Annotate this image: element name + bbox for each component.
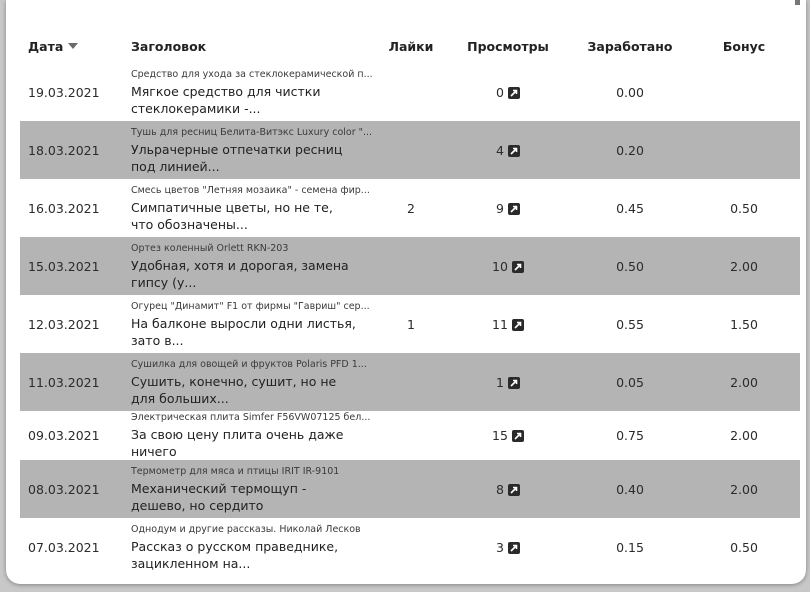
table-row[interactable] (20, 121, 800, 179)
external-link-icon[interactable] (508, 87, 520, 99)
row-earned: 0.75 (616, 428, 644, 443)
review-title[interactable]: Сушить, конечно, сушит, но не для больших... (131, 373, 337, 406)
row-likes: 2 (407, 200, 415, 216)
row-likes (378, 411, 444, 460)
table-row[interactable] (20, 179, 800, 237)
reviews-panel (6, 0, 806, 584)
external-link-icon[interactable] (508, 484, 520, 496)
table-row[interactable] (20, 63, 800, 121)
row-views (444, 353, 572, 411)
table-row[interactable] (20, 518, 800, 576)
external-link-icon[interactable] (508, 145, 520, 157)
row-views (444, 237, 572, 295)
table-header-row (20, 30, 800, 63)
review-title[interactable]: На балконе выросли одни листья, зато в... (131, 315, 356, 348)
external-link-icon[interactable] (508, 542, 520, 554)
column-header-earned[interactable]: Заработано (587, 39, 673, 54)
row-likes (378, 353, 444, 411)
review-product-name[interactable]: Ортез коленный Orlett RKN-203 (131, 242, 289, 254)
row-views (444, 63, 572, 121)
row-views (444, 411, 572, 460)
row-bonus: 2.00 (688, 237, 800, 295)
table-row[interactable] (20, 411, 800, 460)
column-header-date[interactable]: Дата (20, 30, 123, 63)
row-date: 09.03.2021 (28, 428, 100, 443)
views-count: 8 (496, 481, 504, 497)
row-likes (378, 518, 444, 576)
column-header-views[interactable]: Просмотры (467, 39, 549, 54)
views-count: 15 (492, 428, 508, 443)
row-title-cell[interactable] (123, 460, 378, 518)
row-title-cell[interactable] (123, 518, 378, 576)
row-bonus: 2.00 (730, 428, 758, 443)
external-link-icon[interactable] (512, 261, 524, 273)
review-title[interactable]: Удобная, хотя и дорогая, замена гипсу (у... (131, 257, 349, 290)
table-row[interactable] (20, 295, 800, 353)
row-likes (378, 121, 444, 179)
row-likes (378, 237, 444, 295)
row-date: 11.03.2021 (20, 353, 123, 411)
review-product-name[interactable]: Огурец "Динамит" F1 от фирмы "Гавриш" сер... (131, 300, 370, 312)
review-title[interactable]: Мягкое средство для чистки стеклокерамики -... (131, 83, 321, 116)
review-title[interactable]: Рассказ о русском праведнике, зацикленном на... (131, 538, 339, 571)
row-earned: 0.55 (616, 316, 644, 332)
row-date: 16.03.2021 (28, 200, 100, 216)
views-count: 11 (492, 316, 508, 332)
table-row[interactable] (20, 353, 800, 411)
row-date: 07.03.2021 (28, 539, 100, 555)
row-title-cell[interactable] (123, 295, 378, 353)
views-count: 10 (492, 258, 508, 274)
row-likes: 1 (407, 316, 415, 332)
review-product-name[interactable]: Электрическая плита Simfer F56VW07125 бел... (131, 412, 371, 423)
row-bonus: 0.50 (730, 200, 758, 216)
external-link-icon[interactable] (512, 430, 524, 442)
row-title-cell[interactable] (123, 353, 378, 411)
row-bonus: 2.00 (688, 353, 800, 411)
row-earned: 0.15 (616, 539, 644, 555)
row-date: 08.03.2021 (20, 460, 123, 518)
views-count: 4 (496, 142, 504, 158)
external-link-icon[interactable] (512, 319, 524, 331)
views-count: 3 (496, 539, 504, 555)
row-date: 19.03.2021 (28, 84, 100, 100)
row-earned: 0.40 (572, 460, 688, 518)
row-bonus: 2.00 (688, 460, 800, 518)
table-body (20, 63, 800, 576)
column-header-likes[interactable]: Лайки (388, 39, 434, 54)
table-row[interactable] (20, 460, 800, 518)
row-date: 12.03.2021 (28, 316, 100, 332)
review-title[interactable]: Ульрачерные отпечатки ресниц под линией... (131, 141, 343, 174)
column-header-bonus[interactable]: Бонус (722, 39, 766, 54)
row-earned: 0.50 (572, 237, 688, 295)
row-likes (378, 460, 444, 518)
row-views (444, 179, 572, 237)
row-title-cell[interactable] (123, 121, 378, 179)
row-date: 15.03.2021 (20, 237, 123, 295)
review-product-name[interactable]: Средство для ухода за стеклокерамической п... (131, 68, 373, 80)
review-title[interactable]: Симпатичные цветы, но не те, что обозначены... (131, 199, 333, 232)
row-date: 18.03.2021 (20, 121, 123, 179)
row-views (444, 295, 572, 353)
row-earned: 0.05 (572, 353, 688, 411)
table-row[interactable] (20, 237, 800, 295)
external-link-icon[interactable] (508, 377, 520, 389)
row-title-cell[interactable] (123, 237, 378, 295)
row-bonus (688, 63, 800, 121)
row-bonus (688, 121, 800, 179)
review-product-name[interactable]: Тушь для ресниц Белита-Витэкс Luxury color "... (131, 126, 373, 138)
row-title-cell[interactable] (123, 411, 378, 460)
review-product-name[interactable]: Однодум и другие рассказы. Николай Лесков (131, 523, 361, 535)
row-earned: 0.45 (616, 200, 644, 216)
row-title-cell[interactable] (123, 179, 378, 237)
views-count: 9 (496, 200, 504, 216)
column-header-title[interactable]: Заголовок (131, 39, 207, 54)
corner-mark (795, 0, 800, 5)
review-product-name[interactable]: Сушилка для овощей и фруктов Polaris PFD 1... (131, 358, 367, 370)
views-count: 1 (496, 374, 504, 390)
review-title[interactable]: Механический термощуп - дешево, но сердито (131, 480, 307, 513)
review-product-name[interactable]: Термометр для мяса и птицы IRIT IR-9101 (131, 465, 340, 477)
row-likes (378, 63, 444, 121)
review-title[interactable]: За свою цену плита очень даже ничего (131, 427, 344, 459)
reviews-table (20, 30, 800, 576)
row-views (444, 460, 572, 518)
row-bonus: 1.50 (730, 316, 758, 332)
row-bonus: 0.50 (730, 539, 758, 555)
row-earned: 0.20 (572, 121, 688, 179)
row-views (444, 518, 572, 576)
external-link-icon[interactable] (508, 203, 520, 215)
review-product-name[interactable]: Смесь цветов "Летняя мозаика" - семена фир... (131, 184, 370, 196)
views-count: 0 (496, 84, 504, 100)
row-views (444, 121, 572, 179)
sort-desc-icon[interactable] (68, 43, 78, 49)
row-title-cell[interactable] (123, 63, 378, 121)
row-earned: 0.00 (616, 84, 644, 100)
